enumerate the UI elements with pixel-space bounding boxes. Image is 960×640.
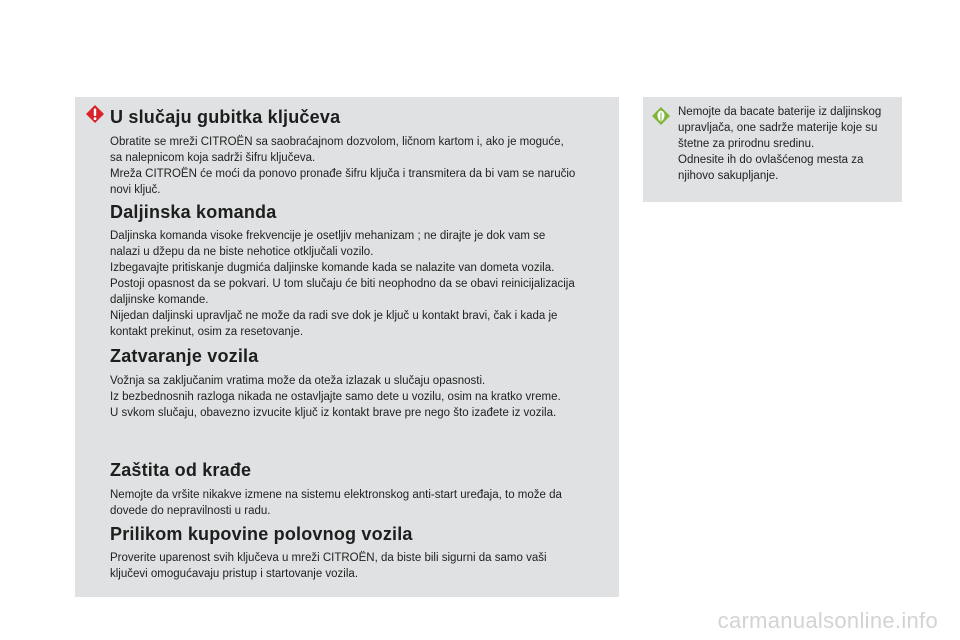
paragraph-locking-vehicle: Vožnja sa zaključanim vratima može da oteža izlazak u slučaju opasnosti. Iz bezbednosnih razloga nikada ne ostavljajte samo dete u vozilu, osim na kratko vreme. U svkom slučaju, obavezno izvucite ključ iz kontakt brave pre nego što izađete iz vozila.	[110, 375, 561, 419]
environment-note-panel	[643, 97, 902, 202]
warning-icon	[85, 104, 105, 124]
heading-remote-control: Daljinska komanda	[110, 202, 277, 222]
heading-lost-keys: U slučaju gubitka ključeva	[110, 107, 341, 127]
paragraph-theft-protection: Nemojte da vršite nikakve izmene na sistemu elektronskog anti-start uređaja, to može da dovede do nepravilnosti u radu.	[110, 489, 562, 517]
paragraph-remote-control: Daljinska komanda visoke frekvencije je osetljiv mehanizam ; ne dirajte je dok vam se nalazi u džepu da ne biste nehotice otključali vozilo. Izbegavajte pritiskanje dugmića daljinske komande kada se nalazite van dometa vozila. Postoji opasnost da se pokvari. U tom slučaju će biti neophodno da se obavi reinicijalizacija daljinske komande. Nijedan daljinski upravljač ne može da radi sve dok je ključ u kontakt bravi, čak i kada je kontakt prekinut, osim za resetovanje.	[110, 230, 575, 338]
main-info-panel	[75, 97, 619, 597]
watermark: carmanualsonline.info	[717, 608, 938, 633]
paragraph-used-vehicle: Proverite uparenost svih ključeva u mreži CITROËN, da biste bili sigurni da samo vaši ključevi omogućavaju pristup i startovanje vozila.	[110, 552, 547, 580]
environment-icon	[651, 106, 671, 126]
paragraph-lost-keys: Obratite se mreži CITROËN sa saobraćajnom dozvolom, ličnom kartom i, ako je moguće, sa nalepnicom koja sadrži šifru ključeva. Mreža CITROËN će moći da ponovo pronađe šifru ključa i transmitera da bi vam se naručio novi ključ.	[110, 136, 576, 196]
environment-note-text: Nemojte da bacate baterije iz daljinskog upravljača, one sadrže materije koje su štetne za prirodnu sredinu. Odnesite ih do ovlašćenog mesta za njihovo sakupljanje.	[678, 106, 882, 182]
heading-locking-vehicle: Zatvaranje vozila	[110, 346, 259, 366]
heading-theft-protection: Zaštita od krađe	[110, 460, 252, 480]
heading-used-vehicle: Prilikom kupovine polovnog vozila	[110, 524, 413, 544]
